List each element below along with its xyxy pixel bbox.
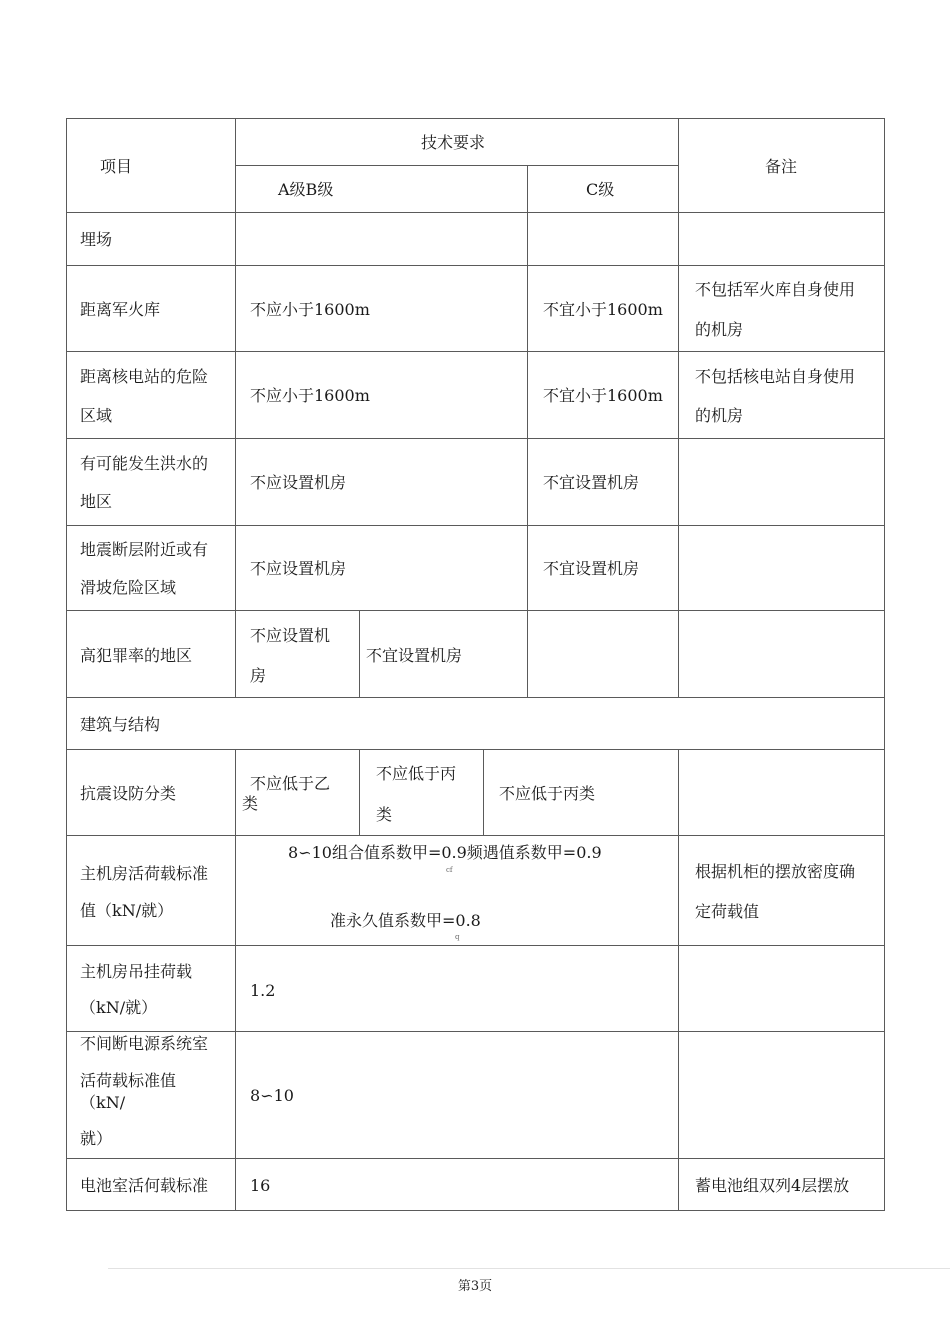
seismic-c: 不应低于丙类 bbox=[499, 784, 596, 803]
military-remark-line1: 不包括军火库自身使用 bbox=[695, 280, 856, 299]
fault-c: 不宜设置机房 bbox=[543, 559, 640, 578]
hanging-load-item-line1: 主机房吊挂荷载 bbox=[80, 962, 193, 981]
battery-load-remark: 蓄电池组双列4层摆放 bbox=[695, 1176, 850, 1195]
crime-b: 不宜设置机房 bbox=[366, 646, 463, 665]
header-tech-requirements: 技术要求 bbox=[421, 133, 486, 152]
section-site: 埋场 bbox=[80, 230, 113, 249]
header-grade-c: C级 bbox=[586, 180, 615, 199]
col-divider bbox=[235, 749, 236, 1211]
header-item: 项目 bbox=[100, 157, 133, 176]
fault-item-line1: 地震断层附近或有 bbox=[80, 540, 209, 559]
seismic-b-line2: 类 bbox=[376, 805, 393, 824]
table-border-left bbox=[66, 118, 67, 1211]
row-divider bbox=[66, 697, 885, 698]
row-divider bbox=[66, 438, 885, 439]
col-divider bbox=[359, 749, 360, 836]
nuclear-item-line2: 区域 bbox=[80, 406, 113, 425]
row-divider bbox=[66, 265, 885, 266]
col-divider bbox=[359, 610, 360, 698]
row-divider bbox=[66, 610, 885, 611]
ups-load-value: 8∽10 bbox=[250, 1086, 294, 1105]
row-divider bbox=[66, 525, 885, 526]
table-border-bottom bbox=[66, 1210, 885, 1211]
row-divider bbox=[66, 351, 885, 352]
main-load-subscript-q: q bbox=[455, 933, 460, 941]
main-load-item-line2: 值（kN/就） bbox=[80, 901, 174, 920]
header-divider bbox=[236, 165, 679, 166]
footer-divider bbox=[108, 1268, 950, 1269]
military-c: 不宜小于1600m bbox=[543, 300, 663, 319]
col-divider bbox=[483, 749, 484, 836]
nuclear-item-line1: 距离核电站的危险 bbox=[80, 367, 209, 386]
crime-a-line2: 房 bbox=[250, 666, 267, 685]
seismic-item: 抗震设防分类 bbox=[80, 784, 177, 803]
flood-c: 不宜设置机房 bbox=[543, 473, 640, 492]
seismic-a-line1: 不应低于乙 bbox=[250, 774, 331, 793]
military-item: 距离军火库 bbox=[80, 300, 161, 319]
nuclear-c: 不宜小于1600m bbox=[543, 386, 663, 405]
main-load-item-line1: 主机房活荷载标准 bbox=[80, 864, 209, 883]
col-divider bbox=[678, 118, 679, 698]
military-remark-line2: 的机房 bbox=[695, 320, 744, 339]
ups-load-item-line4: 就） bbox=[80, 1129, 113, 1148]
battery-load-item: 电池室活何载标准 bbox=[80, 1176, 209, 1195]
flood-item-line2: 地区 bbox=[80, 492, 113, 511]
table-border-top bbox=[66, 118, 885, 119]
nuclear-ab: 不应小于1600m bbox=[250, 386, 370, 405]
fault-ab: 不应设置机房 bbox=[250, 559, 347, 578]
fault-item-line2: 滑坡危险区域 bbox=[80, 578, 177, 597]
crime-item: 高犯罪率的地区 bbox=[80, 646, 193, 665]
flood-ab: 不应设置机房 bbox=[250, 473, 347, 492]
seismic-b-line1: 不应低于丙 bbox=[376, 764, 457, 783]
row-divider bbox=[66, 212, 885, 213]
ups-load-item-line2: 活荷载标准值 bbox=[80, 1071, 177, 1090]
main-load-subscript-cf: cf bbox=[446, 866, 453, 874]
table-border-right bbox=[884, 118, 885, 1211]
seismic-a-line2: 类 bbox=[242, 794, 259, 813]
row-divider bbox=[66, 749, 885, 750]
nuclear-remark-line2: 的机房 bbox=[695, 406, 744, 425]
main-load-remark-line1: 根据机柜的摆放密度确 bbox=[695, 862, 856, 881]
military-ab: 不应小于1600m bbox=[250, 300, 370, 319]
hanging-load-value: 1.2 bbox=[250, 981, 276, 1000]
row-divider bbox=[66, 835, 885, 836]
ups-load-item-line3: （kN/ bbox=[80, 1093, 126, 1112]
crime-a-line1: 不应设置机 bbox=[250, 626, 331, 645]
col-divider bbox=[527, 165, 528, 698]
col-divider bbox=[678, 749, 679, 1211]
row-divider bbox=[66, 1031, 885, 1032]
main-load-line2: 准永久值系数甲=0.8 bbox=[330, 911, 481, 930]
page-number: 第3页 bbox=[457, 1279, 493, 1294]
col-divider bbox=[235, 118, 236, 698]
header-remarks: 备注 bbox=[765, 157, 798, 176]
ups-load-item-line1: 不间断电源系统室 bbox=[80, 1034, 209, 1053]
row-divider bbox=[66, 945, 885, 946]
nuclear-remark-line1: 不包括核电站自身使用 bbox=[695, 367, 856, 386]
main-load-remark-line2: 定荷载值 bbox=[695, 902, 760, 921]
flood-item-line1: 有可能发生洪水的 bbox=[80, 454, 209, 473]
section-building: 建筑与结构 bbox=[80, 715, 161, 734]
hanging-load-item-line2: （kN/就） bbox=[80, 998, 158, 1017]
header-grade-ab: A级B级 bbox=[278, 180, 334, 199]
main-load-line1: 8∽10组合值系数甲=0.9频遇值系数甲=0.9 bbox=[288, 843, 602, 862]
row-divider bbox=[66, 1158, 885, 1159]
battery-load-value: 16 bbox=[250, 1176, 271, 1195]
